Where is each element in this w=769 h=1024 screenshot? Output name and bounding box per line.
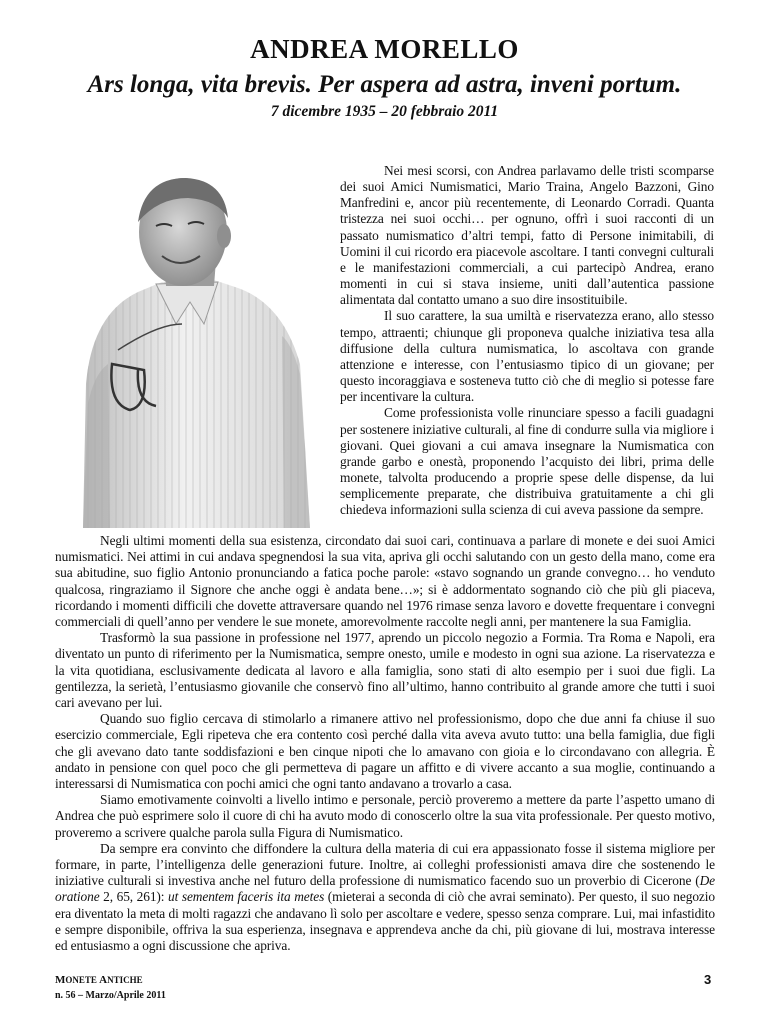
paragraph: Quando suo figlio cercava di stimolarlo a rimanere attivo nel professionismo, dopo che due anni fa chiuse il suo esercizio commerciale, Egli ripeteva che era contento così perché dalla vita aveva avuto tutto: una bella famiglia, due figli che gli avevano dato tante soddisfazioni e ben cinque nipoti che lo amavano con gioia e lo circondavano con allegria. È andato in pensione con quel poco che gli permetteva di pagare un affitto e di vivere accanto a sua moglie, continuando a interessarsi di Numismatica con pochi amici che ogni tanto andavano a trovarlo a casa. [55, 711, 715, 792]
article-motto: Ars longa, vita brevis. Per aspera ad astra, inveni portum. [87, 71, 682, 98]
paragraph: Siamo emotivamente coinvolti a livello intimo e personale, perciò proveremo a mettere da parte l’aspetto umano di Andrea che può esprimere solo il cuore di chi ha avuto modo di conoscerlo oltre la sua vita professionale. Per questo motivo, proveremo a scrivere qualche parola sulla Figura di Numismatico. [55, 792, 715, 840]
magazine-initial: A [99, 974, 108, 986]
article-title: ANDREA MORELLO [250, 34, 519, 64]
paragraph: Il suo carattere, la sua umiltà e riservatezza erano, allo stesso tempo, attraenti; chiunque gli proponeva qualche iniziativa tesa alla diffusione della cultura numismatica, lo ascoltava con grande attenzione e interesse, con l’entusiasmo tipico di un giovane; per questo incoraggiava e sosteneva tutto ciò che di meglio si potesse fare per incentivare la cultura. [340, 308, 714, 405]
text-run: 2, 65, 261): [99, 889, 169, 905]
magazine-footer [55, 973, 166, 1003]
paragraph: Come professionista volle rinunciare spesso a facili guadagni per sostenere iniziative culturali, al fine di condurre sulla via migliore i giovani. Quei giovani a cui amava insegnare la Numismatica con grande garbo e onestà, proponendo l’acquisto dei libri, prima delle monete, talvolta producendo a proprie spese delle dispense, da lui semplicemente preparate, che distribuiva gratuitamente a chi gli chiedeva informazioni sulla scienza di cui aveva passione da sempre. [340, 405, 714, 518]
paragraph: Nei mesi scorsi, con Andrea parlavamo delle tristi scomparse dei suoi Amici Numismatici, Mario Traina, Angelo Bazzoni, Gino Manfredini e, ancor più recentemente, di Leonardo Corradi. Quanta tristezza nei suoi occhi… per ognuno, offrì i suoi racconti di un passato numismatico d’altri tempi, fatto di Persone inimitabili, di Uomini il cui ricordo era piacevole ascoltare. I tanti convegni culturali e le manifestazioni commerciali, a cui partecipò Andrea, erano momenti in cui si stava insieme, uniti dall’autentica passione alimentata dal contatto umano a suo dire insostituibile. [340, 163, 714, 308]
paragraph: Negli ultimi momenti della sua esistenza, circondato dai suoi cari, continuava a parlare di monete e dei suoi Amici numismatici. Nei attimi in cui andava spegnendosi la sua vita, apriva gli occhi salutando con un gesto della mano, come era sua abitudine, suo figlio Antonio pronunciando a fatica poche parole: «stavo sognando un grande convegno… ho venduto qualcosa, ringraziamo il Signore che anche oggi è andata bene…»; si è addormentato sognando ciò che più gli piaceva, ricordando i momenti difficili che dovette attraversare quando nel 1976 rimase senza lavoro e dovette frequentare i convegni commerciali di quell’anno per vendere le sue monete, amorevolmente raccolte negli anni, per mantenere la sua Famiglia. [55, 533, 715, 630]
paragraph: Trasformò la sua passione in professione nel 1977, aprendo un piccolo negozio a Formia. Tra Roma e Napoli, era diventato un punto di riferimento per la Numismatica, sempre onesto, umile e modesto in ogni sua azione. La riservatezza e la vita quotidiana, esclusivamente dedicata al lavoro e alla famiglia, sono stati di alto esempio per i suoi due figli. La gentilezza, la serietà, l’entusiasmo giovanile che conservò fino all’ultimo, hanno contribuito al grande amore che tutti i suoi cari avevano per lui. [55, 630, 715, 711]
issue-info: n. 56 – Marzo/Aprile 2011 [55, 990, 166, 1001]
cited-work: De oratione [55, 873, 715, 905]
article-body-full [55, 533, 715, 954]
magazine-word: NTICHE [107, 975, 143, 985]
page-number: 3 [704, 972, 712, 987]
latin-proverb: ut sementem faceris ita metes [168, 889, 325, 905]
paragraph-cicero [55, 841, 715, 954]
text-run: (mieterai a seconda di ciò che avrai seminato). Per questo, il suo negozio era diventato la meta di molti ragazzi che andavano lì solo per ascoltare e vedere, spesso senza comprare. Lui, mai infastidito e sempre disponibile, offriva la sua esperienza, insegnava e apprendeva anche da chi, più giovane di lui, mostrava interesse ed entusiasmo a ogni discussione che apriva. [55, 889, 715, 954]
magazine-word: ONETE [65, 975, 100, 985]
text-run: Da sempre era convinto che diffondere la cultura della materia di cui era appassionato fosse il sistema migliore per formare, in parte, l’intelligenza delle generazioni future. Inoltre, ai colleghi professionisti amava dire che sostenendo le iniziative culturali si investiva anche nel futuro della professione di numismatico facendo suo un proverbio di Cicerone ( [55, 840, 715, 889]
life-dates: 7 dicembre 1935 – 20 febbraio 2011 [270, 103, 499, 120]
magazine-initial: M [55, 974, 66, 986]
article-body-top [340, 163, 714, 518]
magazine-name [55, 973, 166, 988]
portrait-photo [78, 174, 315, 528]
